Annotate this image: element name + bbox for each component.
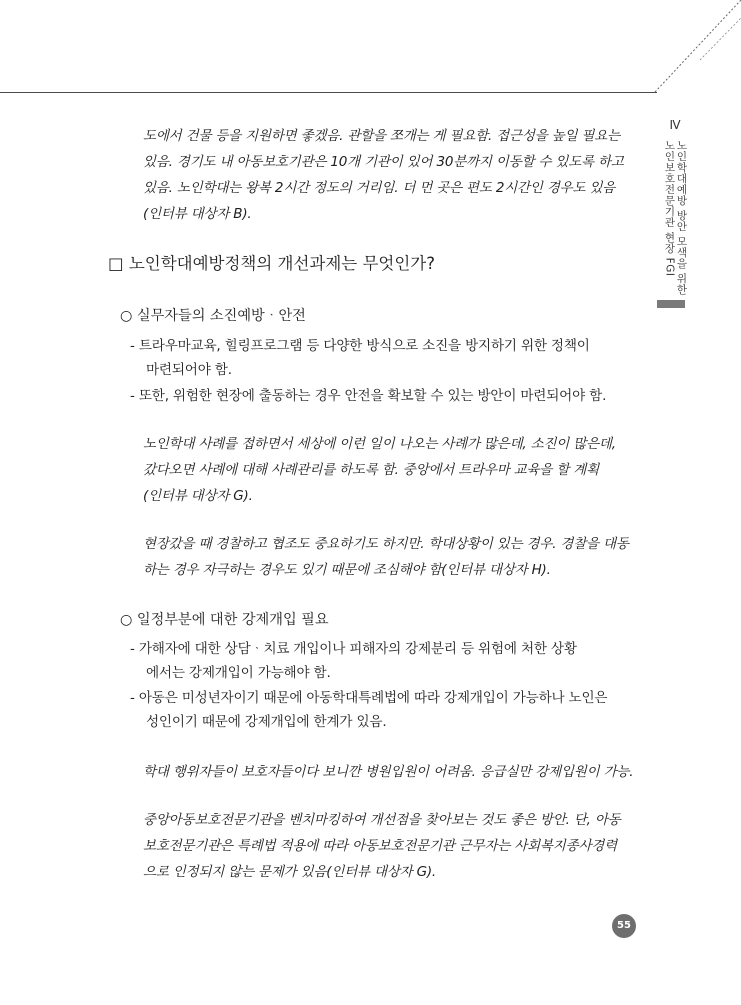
chapter-number: Ⅳ (669, 118, 681, 132)
quote-line: 있음. 경기도 내 아동보호기관은 10개 기관이 있어 30분까지 이동할 수 있도록 하고 (143, 154, 624, 170)
chapter-title-line2: 노인보호전문기관 현장 FGI (663, 140, 676, 277)
section-title: □ 노인학대예방정책의 개선과제는 무엇인가? (108, 254, 435, 273)
subsection-heading: ○ 일정부분에 대한 강제개입 필요 (120, 612, 329, 628)
bullet-line: 마련되어야 함. (146, 362, 232, 378)
bullet-line: - 아동은 미성년자이기 때문에 아동학대특례법에 따라 강제개입이 가능하나 노인은 (130, 690, 608, 706)
bullet-line: - 또한, 위험한 현장에 출동하는 경우 안전을 확보할 수 있는 방안이 마련되어야 함. (130, 388, 607, 404)
quote-line: 있음. 노인학대는 왕복 2시간 정도의 거리임. 더 먼 곳은 편도 2시간인 경우도 있음 (143, 180, 616, 196)
quote-line: (인터뷰 대상자 G). (143, 488, 253, 504)
chapter-sidebar (663, 118, 687, 295)
quote-line: (인터뷰 대상자 B). (143, 206, 252, 222)
quote-line: 학대 행위자들이 보호자들이다 보니깐 병원입원이 어려움. 응급실만 강제입원이 가능. (143, 764, 634, 780)
chapter-marker-bar (657, 300, 685, 308)
quote-line: 도에서 건물 등을 지원하면 좋겠음. 관할을 쪼개는 게 필요함. 접근성을 높일 필요는 (143, 128, 620, 144)
subsection-heading: ○ 실무자들의 소진예방ᆞ안전 (120, 308, 306, 324)
quote-line: 노인학대 사례를 접하면서 세상에 이런 일이 나오는 사례가 많은데, 소진이 많은데, (143, 436, 616, 452)
quote-line: 하는 경우 자극하는 경우도 있기 때문에 조심해야 함(인터뷰 대상자 H). (143, 562, 551, 578)
quote-line: 갔다오면 사례에 대해 사례관리를 하도록 함. 중앙에서 트라우마 교육을 할 계획 (143, 462, 599, 478)
quote-line: 현장갔을 때 경찰하고 협조도 중요하기도 하지만. 학대상황이 있는 경우. 경찰을 대동 (143, 536, 629, 552)
quote-line: 보호전문기관은 특례법 적용에 따라 아동보호전문기관 근무자는 사회복지종사경력 (143, 838, 617, 854)
bullet-line: - 트라우마교육, 힐링프로그램 등 다양한 방식으로 소진을 방지하기 위한 정책이 (130, 338, 590, 354)
bullet-line: 에서는 강제개입이 가능해야 함. (146, 665, 331, 681)
header-rule (0, 92, 657, 93)
bullet-line: 성인이기 때문에 강제개입에 한계가 있음. (146, 714, 387, 730)
chapter-title-line1: 노인학대예방 방안 모색을 위한 (675, 140, 688, 295)
quote-line: 으로 인정되지 않는 문제가 있음(인터뷰 대상자 G). (143, 864, 437, 880)
page-number: 55 (612, 914, 636, 938)
quote-line: 중앙아동보호전문기관을 벤치마킹하여 개선점을 찾아보는 것도 좋은 방안. 단, 아동 (143, 812, 621, 828)
bullet-line: - 가해자에 대한 상담ᆞ치료 개입이나 피해자의 강제분리 등 위험에 처한 상황 (130, 641, 577, 657)
header-corner-decoration (0, 0, 741, 110)
